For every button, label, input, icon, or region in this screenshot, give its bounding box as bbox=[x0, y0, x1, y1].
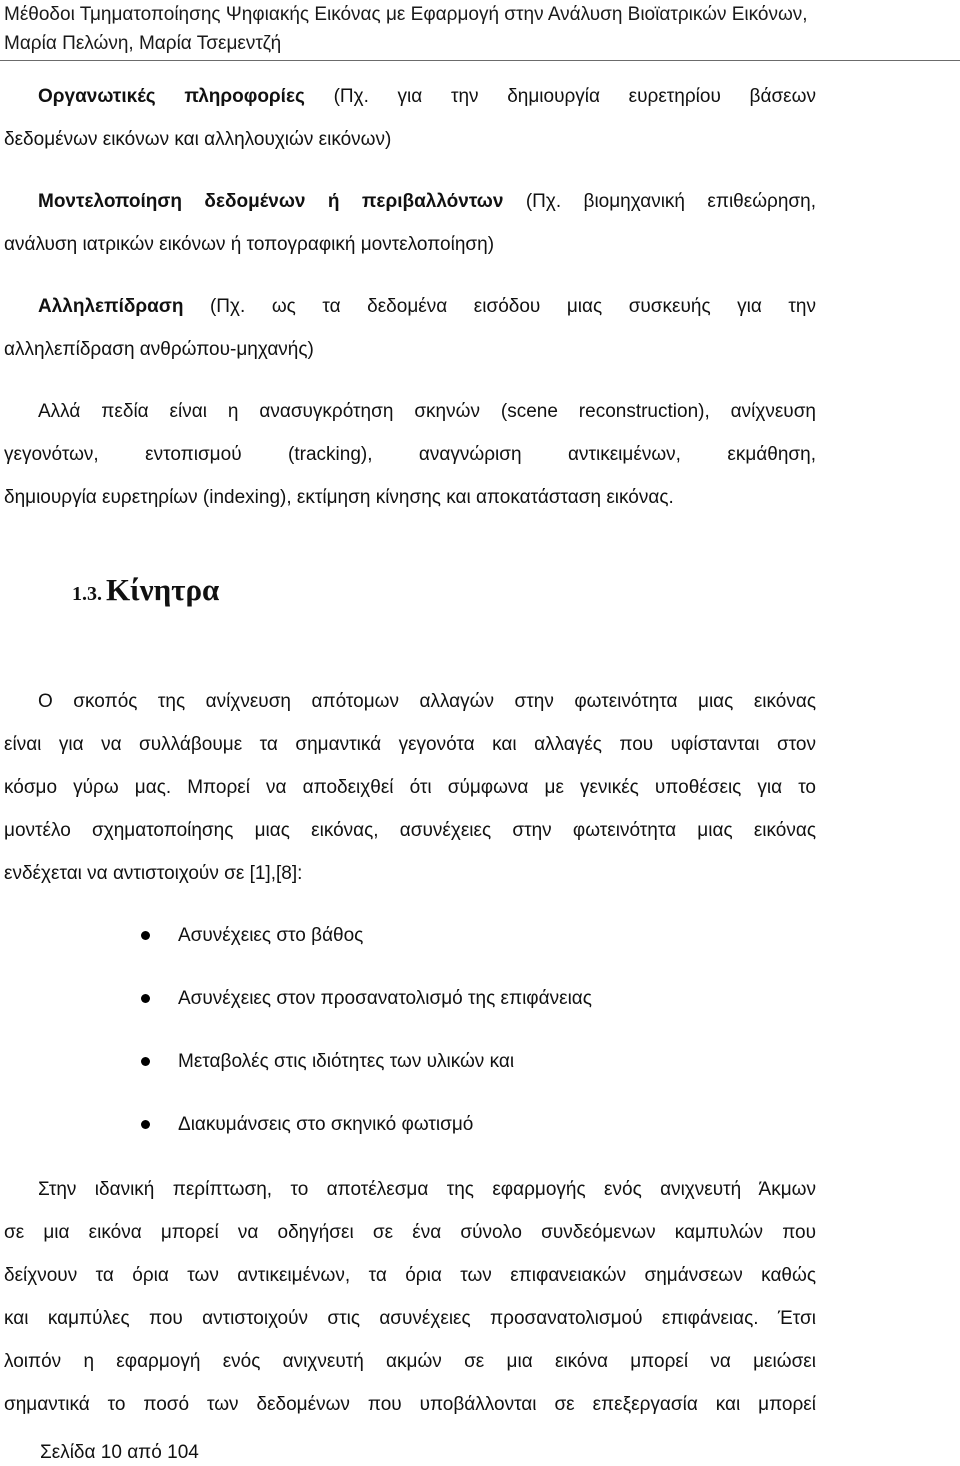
item-rest: (Πχ. ως τα δεδομένα εισόδου μιας συσκευής για την bbox=[209, 296, 816, 317]
paragraph-line: λοιπόν η εφαρμογή ενός ανιχνευτή ακμών σε μια εικόνα μπορεί να μειώσει bbox=[4, 1351, 816, 1372]
item-rest: (Πχ. βιομηχανική επιθεώρηση, bbox=[525, 191, 817, 212]
paragraph-line: Στην ιδανική περίπτωση, το αποτέλεσμα της εφαρμογής ενός ανιχνευτή Άκμων bbox=[38, 1179, 816, 1200]
paragraph-line: γεγονότων, εντοπισμού (tracking), αναγνώριση αντικειμένων, εκμάθηση, bbox=[4, 444, 816, 465]
motivation-paragraph bbox=[4, 680, 816, 895]
item-organizational-info bbox=[4, 75, 816, 161]
bullet-item bbox=[140, 1040, 592, 1103]
bullet-icon bbox=[141, 994, 150, 1003]
bullet-list bbox=[140, 914, 592, 1166]
item-rest: (Πχ. για την δημιουργία ευρετηρίου βάσεων bbox=[333, 86, 816, 107]
bullet-text: Ασυνέχειες στο βάθος bbox=[178, 925, 364, 946]
item-line-1 bbox=[4, 180, 816, 223]
bullet-item bbox=[140, 1103, 592, 1166]
section-title: Κίνητρα bbox=[106, 572, 220, 607]
bullet-item bbox=[140, 977, 592, 1040]
section-number: 1.3. bbox=[72, 583, 102, 605]
item-interaction bbox=[4, 285, 816, 371]
paragraph-line: Ο σκοπός της ανίχνευση απότομων αλλαγών στην φωτεινότητα μιας εικόνας bbox=[38, 691, 816, 712]
item-line-1 bbox=[4, 75, 816, 118]
item-lead: Μοντελοποίηση δεδομένων ή περιβαλλόντων bbox=[38, 191, 504, 212]
item-line-2: δεδομένων εικόνων και αλληλουχιών εικόνων) bbox=[4, 129, 392, 150]
paragraph-line: δημιουργία ευρετηρίων (indexing), εκτίμηση κίνησης και αποκατάσταση εικόνας. bbox=[4, 487, 674, 508]
item-lead: Αλληλεπίδραση bbox=[38, 296, 184, 317]
header-title: Μέθοδοι Τμηματοποίησης Ψηφιακής Εικόνας με Εφαρμογή στην Ανάλυση Βιοϊατρικών Εικόνων, bbox=[4, 4, 808, 25]
ideal-paragraph bbox=[4, 1168, 816, 1426]
page-number: Σελίδα 10 από 104 bbox=[40, 1442, 199, 1463]
paragraph-line: ενδέχεται να αντιστοιχούν σε [1],[8]: bbox=[4, 863, 303, 884]
bullet-icon bbox=[141, 1057, 150, 1066]
paragraph-line: είναι για να συλλάβουμε τα σημαντικά γεγονότα και αλλαγές που υφίστανται στον bbox=[4, 734, 816, 755]
header-authors: Μαρία Πελώνη, Μαρία Τσεμεντζή bbox=[4, 33, 282, 54]
item-line-2: ανάλυση ιατρικών εικόνων ή τοπογραφική μοντελοποίηση) bbox=[4, 234, 495, 255]
item-lead: Οργανωτικές πληροφορίες bbox=[38, 86, 305, 107]
paragraph-line: μοντέλο σχηματοποίησης μιας εικόνας, ασυνέχειες στην φωτεινότητα μιας εικόνας bbox=[4, 820, 816, 841]
bullet-text: Διακυμάνσεις στο σκηνικό φωτισμό bbox=[178, 1114, 474, 1135]
paragraph-line: σε μια εικόνα μπορεί να οδηγήσει σε ένα σύνολο συνδεόμενων καμπυλών που bbox=[4, 1222, 816, 1243]
item-line-2: αλληλεπίδραση ανθρώπου-μηχανής) bbox=[4, 339, 314, 360]
paragraph-line: Αλλά πεδία είναι η ανασυγκρότηση σκηνών (scene reconstruction), ανίχνευση bbox=[38, 401, 816, 422]
bullet-icon bbox=[141, 1120, 150, 1129]
bullet-icon bbox=[141, 931, 150, 940]
paragraph-line: κόσμο γύρω μας. Μπορεί να αποδειχθεί ότι σύμφωνα με γενικές υποθέσεις για το bbox=[4, 777, 816, 798]
paragraph-line: και καμπύλες που αντιστοιχούν στις ασυνέχειες προσανατολισμού επιφάνειας. Έτσι bbox=[4, 1308, 816, 1329]
bullet-item bbox=[140, 914, 592, 977]
fields-paragraph bbox=[4, 390, 816, 519]
paragraph-line: δείχνουν τα όρια των αντικειμένων, τα όρια των επιφανειακών σημάνσεων καθώς bbox=[4, 1265, 816, 1286]
header-divider bbox=[0, 60, 960, 61]
section-heading bbox=[72, 572, 219, 608]
page-header bbox=[4, 0, 954, 58]
bullet-text: Μεταβολές στις ιδιότητες των υλικών και bbox=[178, 1051, 515, 1072]
item-data-modeling bbox=[4, 180, 816, 266]
item-line-1 bbox=[4, 285, 816, 328]
paragraph-line: σημαντικά το ποσό των δεδομένων που υποβάλλονται σε επεξεργασία και μπορεί bbox=[4, 1394, 816, 1415]
bullet-text: Ασυνέχειες στον προσανατολισμό της επιφάνειας bbox=[178, 988, 592, 1009]
